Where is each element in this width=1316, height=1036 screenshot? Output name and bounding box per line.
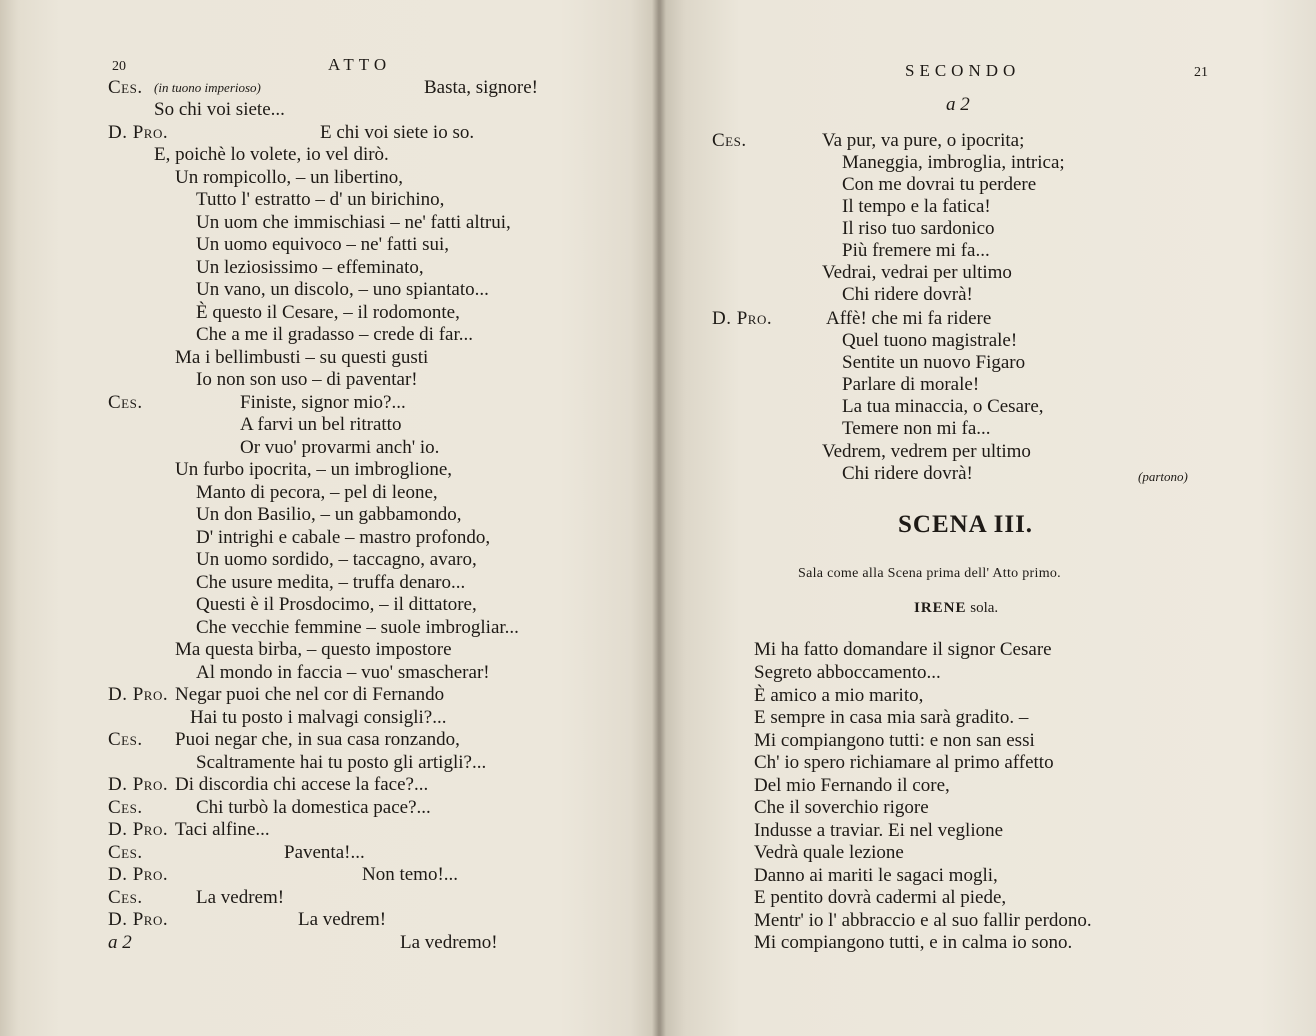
character-name: IRENE — [914, 600, 967, 616]
verse-line: Segreto abboccamento... — [754, 662, 941, 683]
verse-line: Mi ha fatto domandare il signor Cesare — [754, 639, 1052, 660]
stage-direction: (in tuono imperioso) — [154, 80, 261, 95]
verse-line: Non temo!... — [362, 864, 459, 885]
verse-line: E pentito dovrà cadermi al piede, — [754, 887, 1007, 908]
a-due-marker: a 2 — [108, 932, 132, 953]
verse-line: Chi ridere dovrà! — [842, 284, 973, 305]
speaker-dpro: D. Pro. — [712, 308, 773, 329]
verse-line: Hai tu posto i malvagi consigli?... — [190, 707, 447, 728]
verse-line: Che vecchie femmine – suole imbrogliar... — [196, 617, 519, 638]
verse-line: È questo il Cesare, – il rodomonte, — [196, 302, 460, 323]
verse-line: Un uom che immischiasi – ne' fatti altrui, — [196, 212, 511, 233]
book-gutter — [652, 0, 666, 1036]
page-number-left: 20 — [112, 59, 126, 74]
verse-line: Io non son uso – di paventar! — [196, 369, 418, 390]
speaker-dpro: D. Pro. — [108, 122, 169, 143]
verse-line: Paventa!... — [284, 842, 365, 863]
running-header-left: ATTO — [328, 55, 392, 74]
verse-line: Affè! che mi fa ridere — [826, 308, 992, 329]
verse-line: E sempre in casa mia sarà gradito. – — [754, 707, 1029, 728]
verse-line: Negar puoi che nel cor di Fernando — [175, 684, 445, 705]
right-page — [660, 0, 1316, 1036]
verse-line: So chi voi siete... — [154, 99, 285, 120]
verse-line: A farvi un bel ritratto — [240, 414, 402, 435]
running-header-right: SECONDO — [905, 61, 1021, 80]
scene-setting: Sala come alla Scena prima dell' Atto primo. — [798, 566, 1061, 581]
character-note: sola. — [970, 600, 999, 616]
verse-line: Mi compiangono tutti, e in calma io sono. — [754, 932, 1073, 953]
speaker-ces: Ces. — [108, 392, 143, 413]
speaker-ces: Ces. — [712, 130, 747, 151]
verse-line: Temere non mi fa... — [842, 418, 991, 439]
verse-line: La vedrem! — [196, 887, 285, 908]
verse-line: Vedrà quale lezione — [754, 842, 904, 863]
speaker-dpro: D. Pro. — [108, 819, 169, 840]
verse-line: Tutto l' estratto – d' un birichino, — [196, 189, 445, 210]
verse-line: Un rompicollo, – un libertino, — [175, 167, 403, 188]
verse-line: Puoi negar che, in sua casa ronzando, — [175, 729, 460, 750]
speaker-ces: Ces. — [108, 797, 143, 818]
verse-line: Va pur, va pure, o ipocrita; — [822, 130, 1025, 151]
verse-line: Finiste, signor mio?... — [240, 392, 406, 413]
verse-line: Un don Basilio, – un gabbamondo, — [196, 504, 462, 525]
speaker-dpro: D. Pro. — [108, 774, 169, 795]
verse-line: Con me dovrai tu perdere — [842, 174, 1037, 195]
verse-line: Che il soverchio rigore — [754, 797, 929, 818]
verse-line: Ma questa birba, – questo impostore — [175, 639, 452, 660]
verse-line: Vedrai, vedrai per ultimo — [822, 262, 1012, 283]
verse-line: Un uomo equivoco – ne' fatti sui, — [196, 234, 450, 255]
verse-line: È amico a mio marito, — [754, 685, 924, 706]
verse-line: La vedrem! — [298, 909, 387, 930]
verse-line: Mi compiangono tutti: e non san essi — [754, 730, 1035, 751]
speaker-dpro: D. Pro. — [108, 864, 169, 885]
verse-line: Maneggia, imbroglia, intrica; — [842, 152, 1065, 173]
verse-line: Un uomo sordido, – taccagno, avaro, — [196, 549, 477, 570]
verse-line: E, poichè lo volete, io vel dirò. — [154, 144, 389, 165]
verse-line: Vedrem, vedrem per ultimo — [822, 441, 1031, 462]
verse-line: Un leziosissimo – effeminato, — [196, 257, 424, 278]
verse-line: Mentr' io l' abbraccio e al suo fallir perdono. — [754, 910, 1092, 931]
speaker-ces: Ces. — [108, 842, 143, 863]
verse-line: D' intrighi e cabale – mastro profondo, — [196, 527, 491, 548]
verse-line: Il tempo e la fatica! — [842, 196, 991, 217]
verse-line: Che usure medita, – truffa denaro... — [196, 572, 466, 593]
speaker-ces: Ces. — [108, 729, 143, 750]
speaker-dpro: D. Pro. — [108, 684, 169, 705]
verse-line: La vedremo! — [400, 932, 498, 953]
verse-line: Un vano, un discolo, – uno spiantato... — [196, 279, 489, 300]
verse-line: Più fremere mi fa... — [842, 240, 990, 261]
verse-line: La tua minaccia, o Cesare, — [842, 396, 1044, 417]
verse-line: Chi ridere dovrà! — [842, 463, 973, 484]
verse-line: E chi voi siete io so. — [320, 122, 475, 143]
speaker-dpro: D. Pro. — [108, 909, 169, 930]
verse-line: Manto di pecora, – pel di leone, — [196, 482, 438, 503]
verse-line: Di discordia chi accese la face?... — [175, 774, 429, 795]
scene-title: SCENA III. — [898, 511, 1034, 538]
verse-line: Al mondo in faccia – vuo' smascherar! — [196, 662, 490, 683]
verse-line: Un furbo ipocrita, – un imbroglione, — [175, 459, 453, 480]
verse-line: Taci alfine... — [175, 819, 270, 840]
verse-line: Ch' io spero richiamare al primo affetto — [754, 752, 1054, 773]
verse-line: Or vuo' provarmi anch' io. — [240, 437, 440, 458]
verse-line: Parlare di morale! — [842, 374, 980, 395]
page-number-right: 21 — [1194, 65, 1208, 80]
verse-line: Ma i bellimbusti – su questi gusti — [175, 347, 429, 368]
verse-line: Quel tuono magistrale! — [842, 330, 1018, 351]
character-heading — [914, 597, 998, 619]
verse-line: Indusse a traviar. Ei nel veglione — [754, 820, 1004, 841]
verse-line: Chi turbò la domestica pace?... — [196, 797, 431, 818]
verse-line: Questi è il Prosdocimo, – il dittatore, — [196, 594, 477, 615]
verse-line: Del mio Fernando il core, — [754, 775, 950, 796]
verse-line: Basta, signore! — [424, 77, 538, 98]
speaker-ces: Ces. — [108, 77, 143, 98]
verse-line: Che a me il gradasso – crede di far... — [196, 324, 473, 345]
verse-line: Scaltramente hai tu posto gli artigli?... — [196, 752, 487, 773]
a-due-heading: a 2 — [946, 94, 970, 115]
verse-line: Sentite un nuovo Figaro — [842, 352, 1026, 373]
verse-line: Il riso tuo sardonico — [842, 218, 995, 239]
stage-direction: (partono) — [1138, 469, 1188, 484]
speaker-ces: Ces. — [108, 887, 143, 908]
verse-line: Danno ai mariti le sagaci mogli, — [754, 865, 998, 886]
